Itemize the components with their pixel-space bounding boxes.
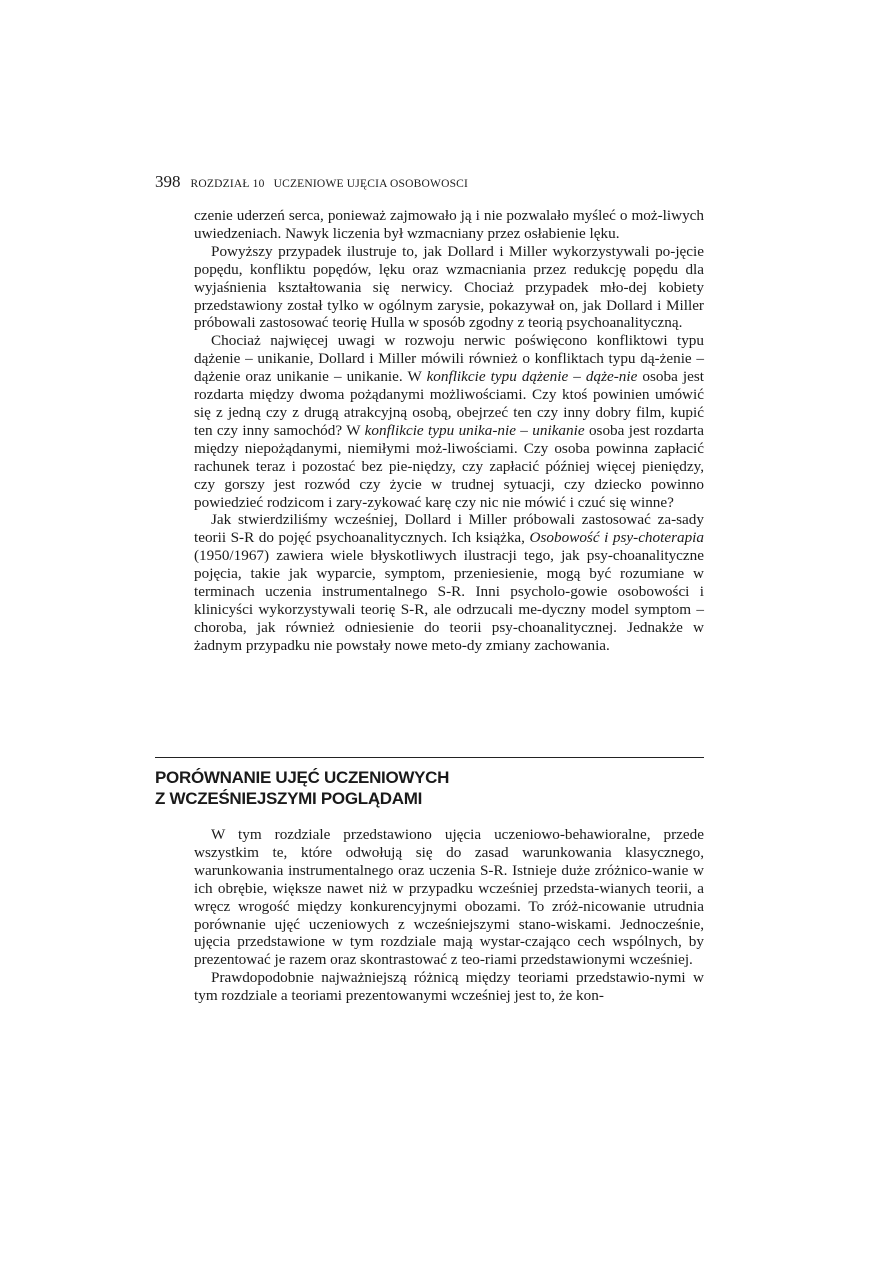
section-heading-line: Z WCZEŚNIEJSZYMI POGLĄDAMI: [155, 789, 423, 808]
paragraph-text: (1950/1967) zawiera wiele błyskotliwych ilustracji tego, jak psy-choanalityczne pojęcia, takie jak wyparcie, symptom, przeniesienie, mogą być rozumiane w terminach uczenia instrumentalnego S-R. Inni psycholo-gowie osobowości i klinicyści wykorzystywali teorię S-R, ale odrzucali me-dyczny model symptom – choroba, jak również odniesienie do teorii psy-choanalitycznej. Jednakże w żadnym przypadku nie powstały nowe meto-dy zmiany zachowania.: [194, 547, 704, 654]
section-heading-line: PORÓWNANIE UJĘĆ UCZENIOWYCH: [155, 768, 450, 787]
paragraph: [194, 207, 704, 243]
running-head: [155, 172, 715, 192]
paragraph: [194, 511, 704, 654]
paragraph-text: osoba jest rozdarta między dwoma pożądanymi możliwościami. Czy ktoś powinien umówić się z jedną czy z drugą atrakcyjną osobą, obejrzeć ten czy inny dobry film, kupić ten czy inny samochód? W: [194, 368, 704, 439]
paragraph-text: czenie uderzeń serca, ponieważ zajmowało ją i nie pozwalało myśleć o moż-liwych uwiedzeniach. Nawyk liczenia był wzmacniany przez osłabienie lęku.: [194, 207, 704, 242]
paragraph: [194, 332, 704, 511]
paragraph-text: W tym rozdziale przedstawiono ujęcia uczeniowo-behawioralne, przede wszystkim te, które odwołują się do zasad warunkowania klasycznego, warunkowania instrumentalnego oraz uczenia S-R. Istnieje duże zróżnico-wanie w ich obrębie, większe nawet niż w przypadku wcześniej przedsta-wianych teorii, a wręcz wrogość między konkurencyjnymi obozami. To zróż-nicowanie utrudnia porównanie ujęć uczeniowych z wcześniejszymi stano-wiskami. Jednocześnie, ujęcia przedstawione w tym rozdziale mają wystar-czająco cech wspólnych, by prezentować je razem oraz skontrastować z teo-riami przedstawionymi wcześniej.: [194, 826, 704, 969]
emphasis-term: konflikcie typu unika-nie – unikanie: [364, 421, 585, 439]
body-text-before-section: [194, 207, 704, 655]
section-heading: [155, 767, 704, 809]
paragraph-text: Prawdopodobnie najważniejszą różnicą między teoriami przedstawio-nymi w tym rozdziale a teoriami prezentowanymi wcześniej jest to, że kon-: [194, 969, 704, 1005]
chapter-label: ROZDZIAŁ 10: [190, 178, 265, 190]
paragraph: [194, 969, 704, 1005]
page-number: 398: [155, 172, 181, 191]
book-title: Osobowość i psy-choterapia: [529, 529, 704, 547]
paragraph-text: Jak stwierdziliśmy wcześniej, Dollard i Miller próbowali zastosować za-sady teorii S-R do pojęć psychoanalitycznych. Ich książka,: [194, 511, 704, 547]
section-rule: [155, 757, 704, 758]
paragraph-text: Powyższy przypadek ilustruje to, jak Dollard i Miller wykorzystywali po-jęcie popędu, konfliktu popędów, lęku oraz wzmacniania przez redukcję popędu dla wyjaśnienia kształtowania się nerwicy. Chociaż przypadek mło-dej kobiety przedstawiony został tylko w ogólnym zarysie, pokazywał on, jak Dollard i Miller próbowali zastosować teorię Hulla w sposób zgodny z teorią psychoanalityczną.: [194, 242, 704, 332]
paragraph-text: Chociaż najwięcej uwagi w rozwoju nerwic poświęcono konfliktowi typu dążenie – unikanie, Dollard i Miller mówili również o konfliktach typu dą-żenie – dążenie oraz unikanie – unikanie. W: [194, 332, 704, 386]
paragraph: [194, 243, 704, 333]
body-text-section: [194, 826, 704, 1005]
paragraph: [194, 826, 704, 969]
paragraph-text: osoba jest rozdarta między niepożądanymi, niemiłymi moż-liwościami. Czy osoba powinna zapłacić rachunek teraz i pozostać bez pie-niędzy, czy zapłacić później więcej pieniędzy, czy gorszy jest rozwód czy życie w trudnej sytuacji, czy dziecko powinno powiedzieć rodzicom i zary-zykować karę czy nic nie mówić i czuć się winne?: [194, 421, 704, 511]
chapter-title: UCZENIOWE UJĘCIA OSOBOWOSCI: [273, 178, 469, 190]
emphasis-term: konflikcie typu dążenie – dąże-nie: [426, 368, 638, 386]
